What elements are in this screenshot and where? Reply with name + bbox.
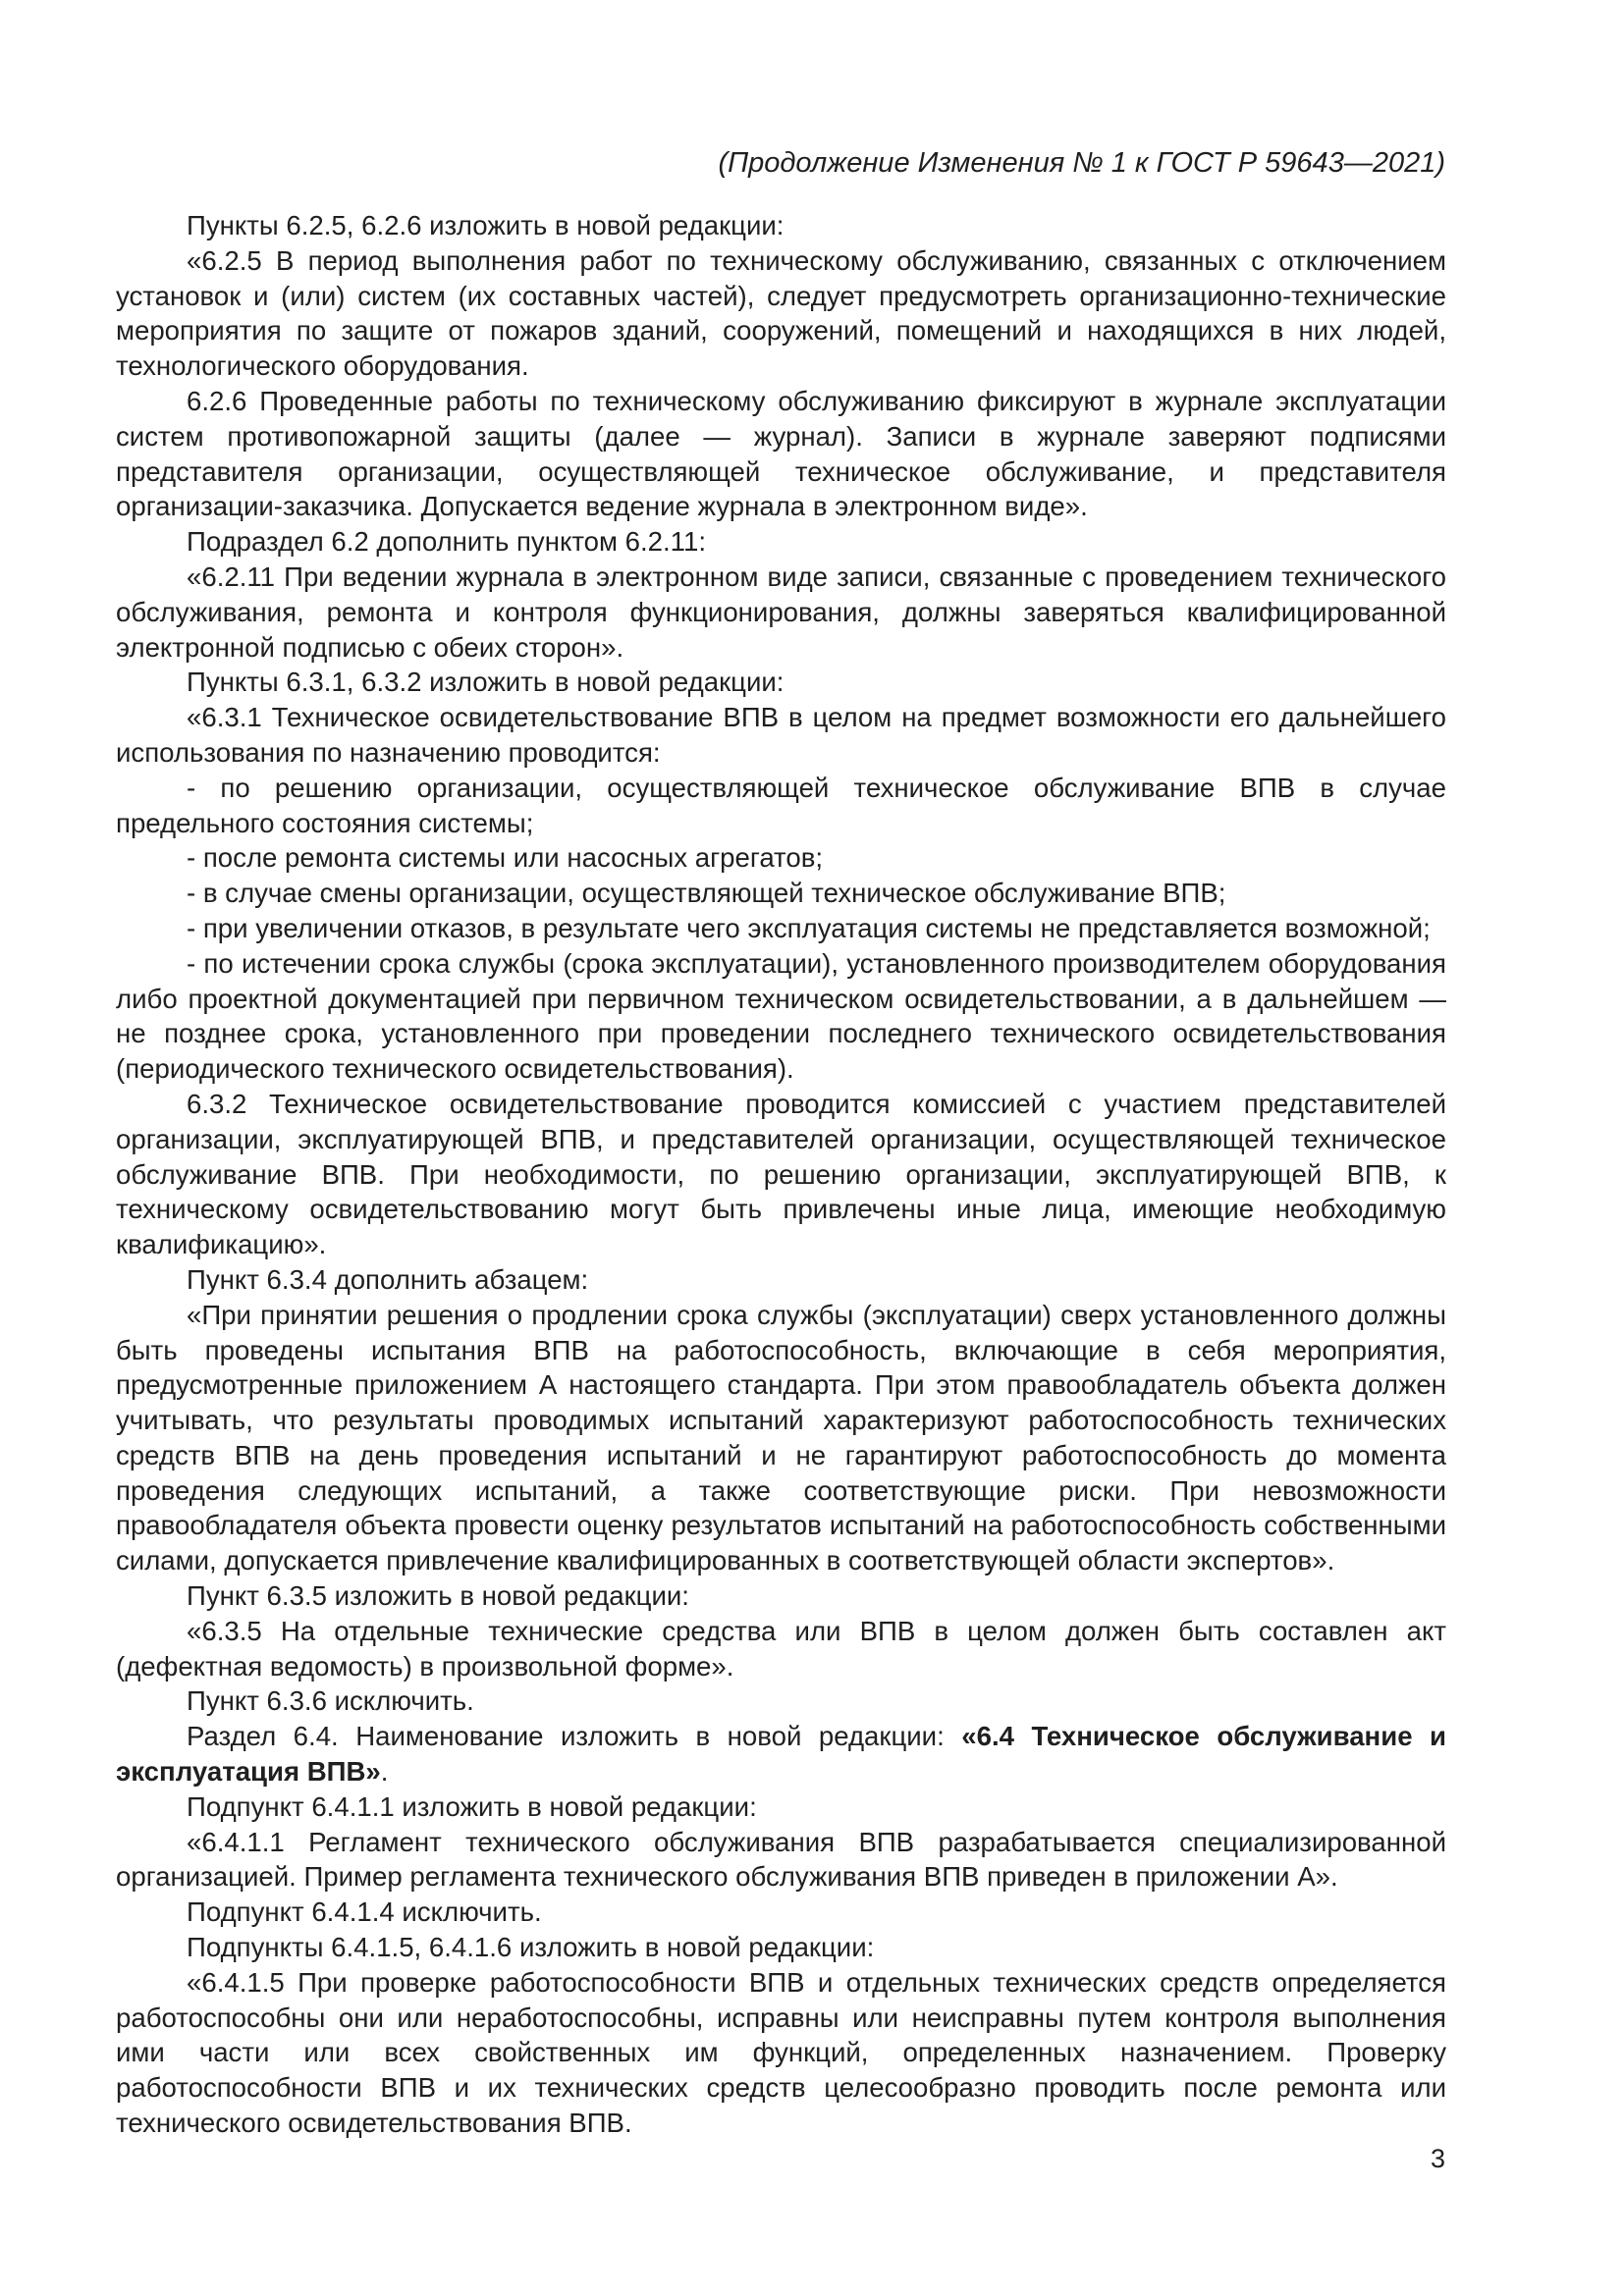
paragraph: «При принятии решения о продлении срока службы (эксплуатации) сверх установленного должны быть проведены испытания ВПВ на работоспособность, включающие в себя мероприятия, предусмотренные приложением А настоящего стандарта. При этом правообладатель объекта должен учитывать, что результаты проводимых испытаний характеризуют работоспособность технических средств ВПВ на день проведения испытаний и не гарантируют работоспособность до момента проведения следующих испытаний, а также соответствующие риски. При невозможности правообладателя объекта провести оценку результатов испытаний на работоспособность собственными силами, допускается привлечение квалифицированных в соответствующей области экспертов». [116, 1299, 1446, 1576]
section-rename-tail: . [380, 1756, 389, 1788]
paragraph: Пункт 6.3.6 исключить. [187, 1685, 474, 1717]
paragraph: Пункт 6.3.5 изложить в новой редакции: [187, 1580, 689, 1612]
paragraph: «6.2.11 При ведении журнала в электронном виде записи, связанные с проведением технического обслуживания, ремонта и контроля функционирования, должны заверяться квалифицированной электронной подписью с обеих сторон». [116, 561, 1446, 663]
paragraph: «6.2.5 В период выполнения работ по техническому обслуживанию, связанных с отключением установок и (или) систем (их составных частей), следует предусмотреть организационно-технические мероприятия по защите от пожаров зданий, сооружений, помещений и находящихся в них людей, технологического оборудования. [116, 244, 1446, 382]
paragraph: Подпункт 6.4.1.1 изложить в новой редакции: [187, 1790, 757, 1822]
paragraph: «6.3.5 На отдельные технические средства или ВПВ в целом должен быть составлен акт (дефектная ведомость) в произвольной форме». [116, 1615, 1446, 1682]
paragraph: 6.3.2 Техническое освидетельствование проводится комиссией с участием представителей организации, эксплуатирующей ВПВ, и представителей организации, осуществляющей техническое обслуживание ВПВ. При необходимости, по решению организации, эксплуатирующей ВПВ, к техническому освидетельствованию могут быть привлечены иные лица, имеющие необходимую квалификацию». [116, 1088, 1446, 1260]
running-header: (Продолжение Изменения № 1 к ГОСТ Р 59643—2021) [718, 147, 1445, 179]
section-rename-paragraph [116, 1719, 1446, 1789]
paragraph: Пункт 6.3.4 дополнить абзацем: [187, 1263, 589, 1295]
section-new-title: «6.4 Техническое обслуживание и эксплуатация ВПВ» [116, 1721, 1446, 1788]
paragraph: Подпункт 6.4.1.4 исключить. [187, 1896, 542, 1928]
paragraph: «6.4.1.5 При проверке работоспособности ВПВ и отдельных технических средств определяется работоспособны они или неработоспособны, исправны или неисправны путем контроля выполнения ими части или всех свойственных им функций, определенных назначением. Проверку работоспособности ВПВ и их технических средств целесообразно проводить после ремонта или технического освидетельствования ВПВ. [116, 1966, 1446, 2139]
document-body [116, 208, 1446, 2141]
list-item: - при увеличении отказов, в результате чего эксплуатация системы не представляется возможной; [187, 912, 1431, 943]
paragraph: Подраздел 6.2 дополнить пунктом 6.2.11: [187, 526, 706, 558]
list-item: - в случае смены организации, осуществляющей техническое обслуживание ВПВ; [187, 878, 1226, 909]
paragraph: Подпункты 6.4.1.5, 6.4.1.6 изложить в новой редакции: [187, 1932, 875, 1963]
section-rename-lead: Раздел 6.4. Наименование изложить в новой редакции: [187, 1721, 962, 1752]
paragraph: Пункты 6.3.1, 6.3.2 изложить в новой редакции: [187, 667, 785, 698]
paragraph: «6.3.1 Техническое освидетельствование ВПВ в целом на предмет возможности его дальнейшего использования по назначению проводится: [116, 702, 1446, 768]
list-item: - по истечении срока службы (срока эксплуатации), установленного производителем оборудования либо проектной документацией при первичном техническом освидетельствовании, а в дальнейшем — не позднее срока, установленного при проведении последнего технического освидетельствования (периодического технического освидетельствования). [116, 947, 1446, 1085]
paragraph: Пункты 6.2.5, 6.2.6 изложить в новой редакции: [187, 210, 785, 240]
page-number: 3 [1430, 2144, 1445, 2173]
list-item: - по решению организации, осуществляющей техническое обслуживание ВПВ в случае предельного состояния системы; [116, 772, 1446, 838]
paragraph: 6.2.6 Проведенные работы по техническому обслуживанию фиксируют в журнале эксплуатации систем противопожарной защиты (далее — журнал). Записи в журнале заверяют подписями представителя организации, осуществляющей техническое обслуживание, и представителя организации-заказчика. Допускается ведение журнала в электронном виде». [116, 385, 1446, 522]
list-item: - после ремонта системы или насосных агрегатов; [187, 842, 824, 874]
paragraph: «6.4.1.1 Регламент технического обслуживания ВПВ разрабатывается специализированной организацией. Пример регламента технического обслуживания ВПВ приведен в приложении А». [116, 1826, 1446, 1893]
